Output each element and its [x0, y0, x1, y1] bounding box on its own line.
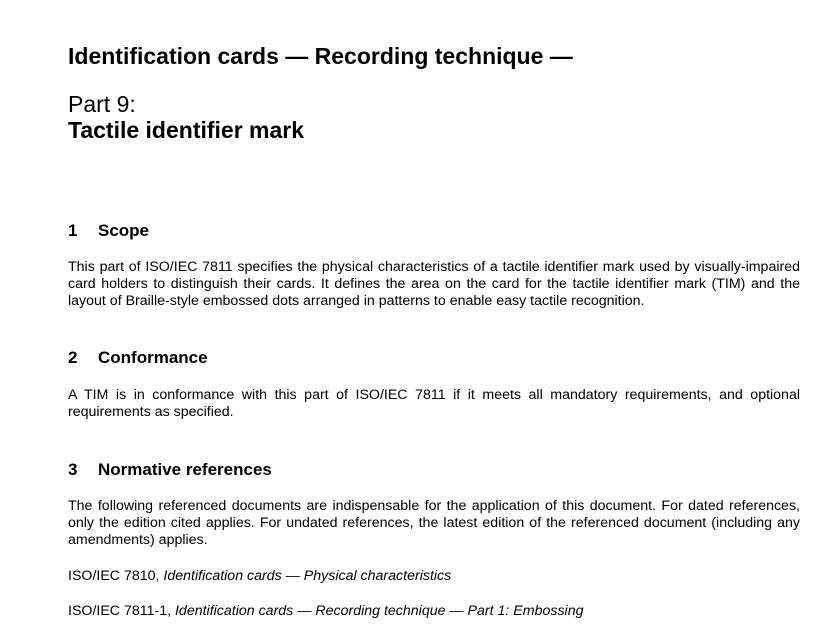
part-title: Tactile identifier mark — [68, 117, 305, 143]
reference-item — [68, 568, 451, 585]
conformance-paragraph: A TIM is in conformance with this part of ISO/IEC 7811 if it meets all mandatory requirements, and optional requirements as specified. — [68, 387, 800, 421]
reference-item — [68, 603, 583, 620]
section-title: Conformance — [98, 348, 208, 367]
section-number: 2 — [68, 348, 78, 367]
reference-code: ISO/IEC 7811-1, — [68, 603, 175, 619]
section-heading-conformance — [68, 347, 208, 369]
section-heading-normative-references — [68, 459, 272, 481]
part-number: Part 9: — [68, 91, 136, 117]
section-number: 3 — [68, 460, 78, 479]
section-number: 1 — [68, 221, 78, 240]
normative-references-paragraph: The following referenced documents are indispensable for the application of this document. For dated references, only the edition cited applies. For undated references, the latest edition of the referenced document (including any amendments) applies. — [68, 498, 800, 549]
reference-code: ISO/IEC 7810, — [68, 568, 164, 584]
reference-title: Identification cards — Recording technique — Part 1: Embossing — [174, 603, 584, 619]
section-title: Normative references — [98, 460, 272, 479]
section-heading-scope — [68, 220, 149, 242]
scope-paragraph: This part of ISO/IEC 7811 specifies the physical characteristics of a tactile identifier mark used by visually-impaired card holders to distinguish their cards. It defines the area on the card for the tactile identifier mark (TIM) and the layout of Braille-style embossed dots arranged in patterns to enable easy tactile recognition. — [68, 259, 800, 310]
document-title: Identification cards — Recording technique — — [68, 43, 573, 69]
reference-title: Identification cards — Physical characteristics — [163, 568, 452, 584]
section-title: Scope — [98, 221, 150, 240]
